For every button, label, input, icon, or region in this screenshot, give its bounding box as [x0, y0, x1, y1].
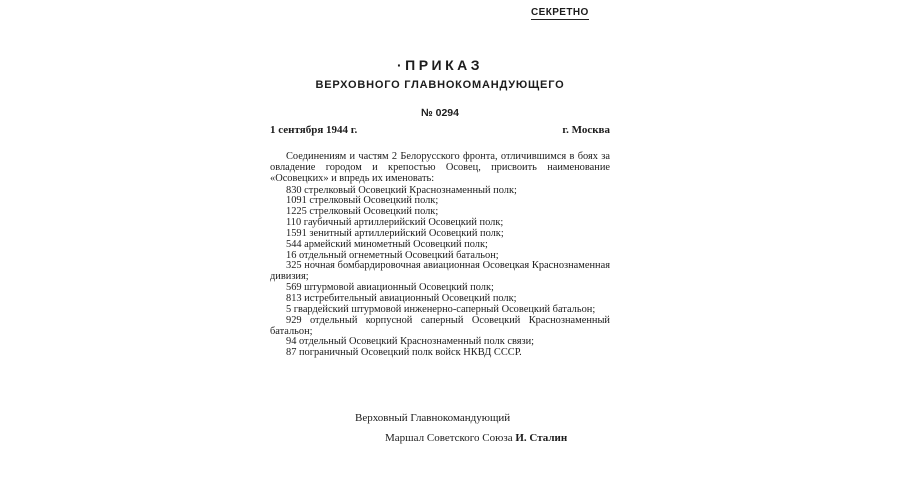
date-place-row — [270, 123, 610, 137]
list-item: 830 стрелковый Осовецкий Краснознаменный полк; — [286, 184, 517, 196]
signature-rank: Маршал Советского Союза — [385, 432, 513, 444]
list-item: 110 гаубичный артиллерийский Осовецкий полк; — [286, 217, 504, 229]
signature-rank-line — [355, 428, 567, 448]
list-item: 544 армейский минометный Осовецкий полк; — [286, 238, 488, 250]
list-item: 929 отдельный корпусной саперный Осовецкий Краснознаменный батальон; — [270, 314, 610, 337]
order-number: № 0294 — [421, 107, 459, 119]
order-subtitle: ВЕРХОВНОГО ГЛАВНОКОМАНДУЮЩЕГО — [315, 79, 565, 91]
order-date: 1 сентября 1944 г. — [270, 124, 358, 136]
order-body — [270, 152, 610, 359]
signature-title: Верховный Главнокомандующий — [355, 412, 511, 424]
classification-stamp: СЕКРЕТНО — [531, 7, 589, 18]
list-item: 94 отдельный Осовецкий Краснознаменный полк связи; — [286, 336, 535, 348]
intro-paragraph: Соединениям и частям 2 Белорусского фронта, отличившимся в боях за овладение городом и крепостью Осовец, присвоить наименование «Осовецких» и впредь их именовать: — [270, 151, 610, 184]
list-item: 5 гвардейский штурмовой инженерно-саперный Осовецкий батальон; — [286, 303, 596, 315]
list-item: 569 штурмовой авиационный Осовецкий полк; — [286, 282, 494, 294]
signature-name: И. Сталин — [515, 432, 568, 444]
signature-block — [355, 408, 567, 448]
list-item: 1225 стрелковый Осовецкий полк; — [286, 206, 439, 218]
list-item: 325 ночная бомбардировочная авиационная Осовецкая Краснознаменная дивизия; — [270, 260, 610, 283]
list-item: 813 истребительный авиационный Осовецкий полк; — [286, 292, 517, 304]
order-place: г. Москва — [562, 124, 610, 136]
units-list — [270, 186, 610, 360]
order-header — [270, 54, 610, 120]
list-item: 16 отдельный огнеметный Осовецкий батальон; — [286, 249, 499, 261]
list-item: 1591 зенитный артиллерийский Осовецкий полк; — [286, 227, 504, 239]
list-item: 87 пограничный Осовецкий полк войск НКВД СССР. — [286, 347, 522, 359]
list-item: 1091 стрелковый Осовецкий полк; — [286, 195, 439, 207]
order-title: ·ПРИКАЗ — [396, 57, 484, 73]
